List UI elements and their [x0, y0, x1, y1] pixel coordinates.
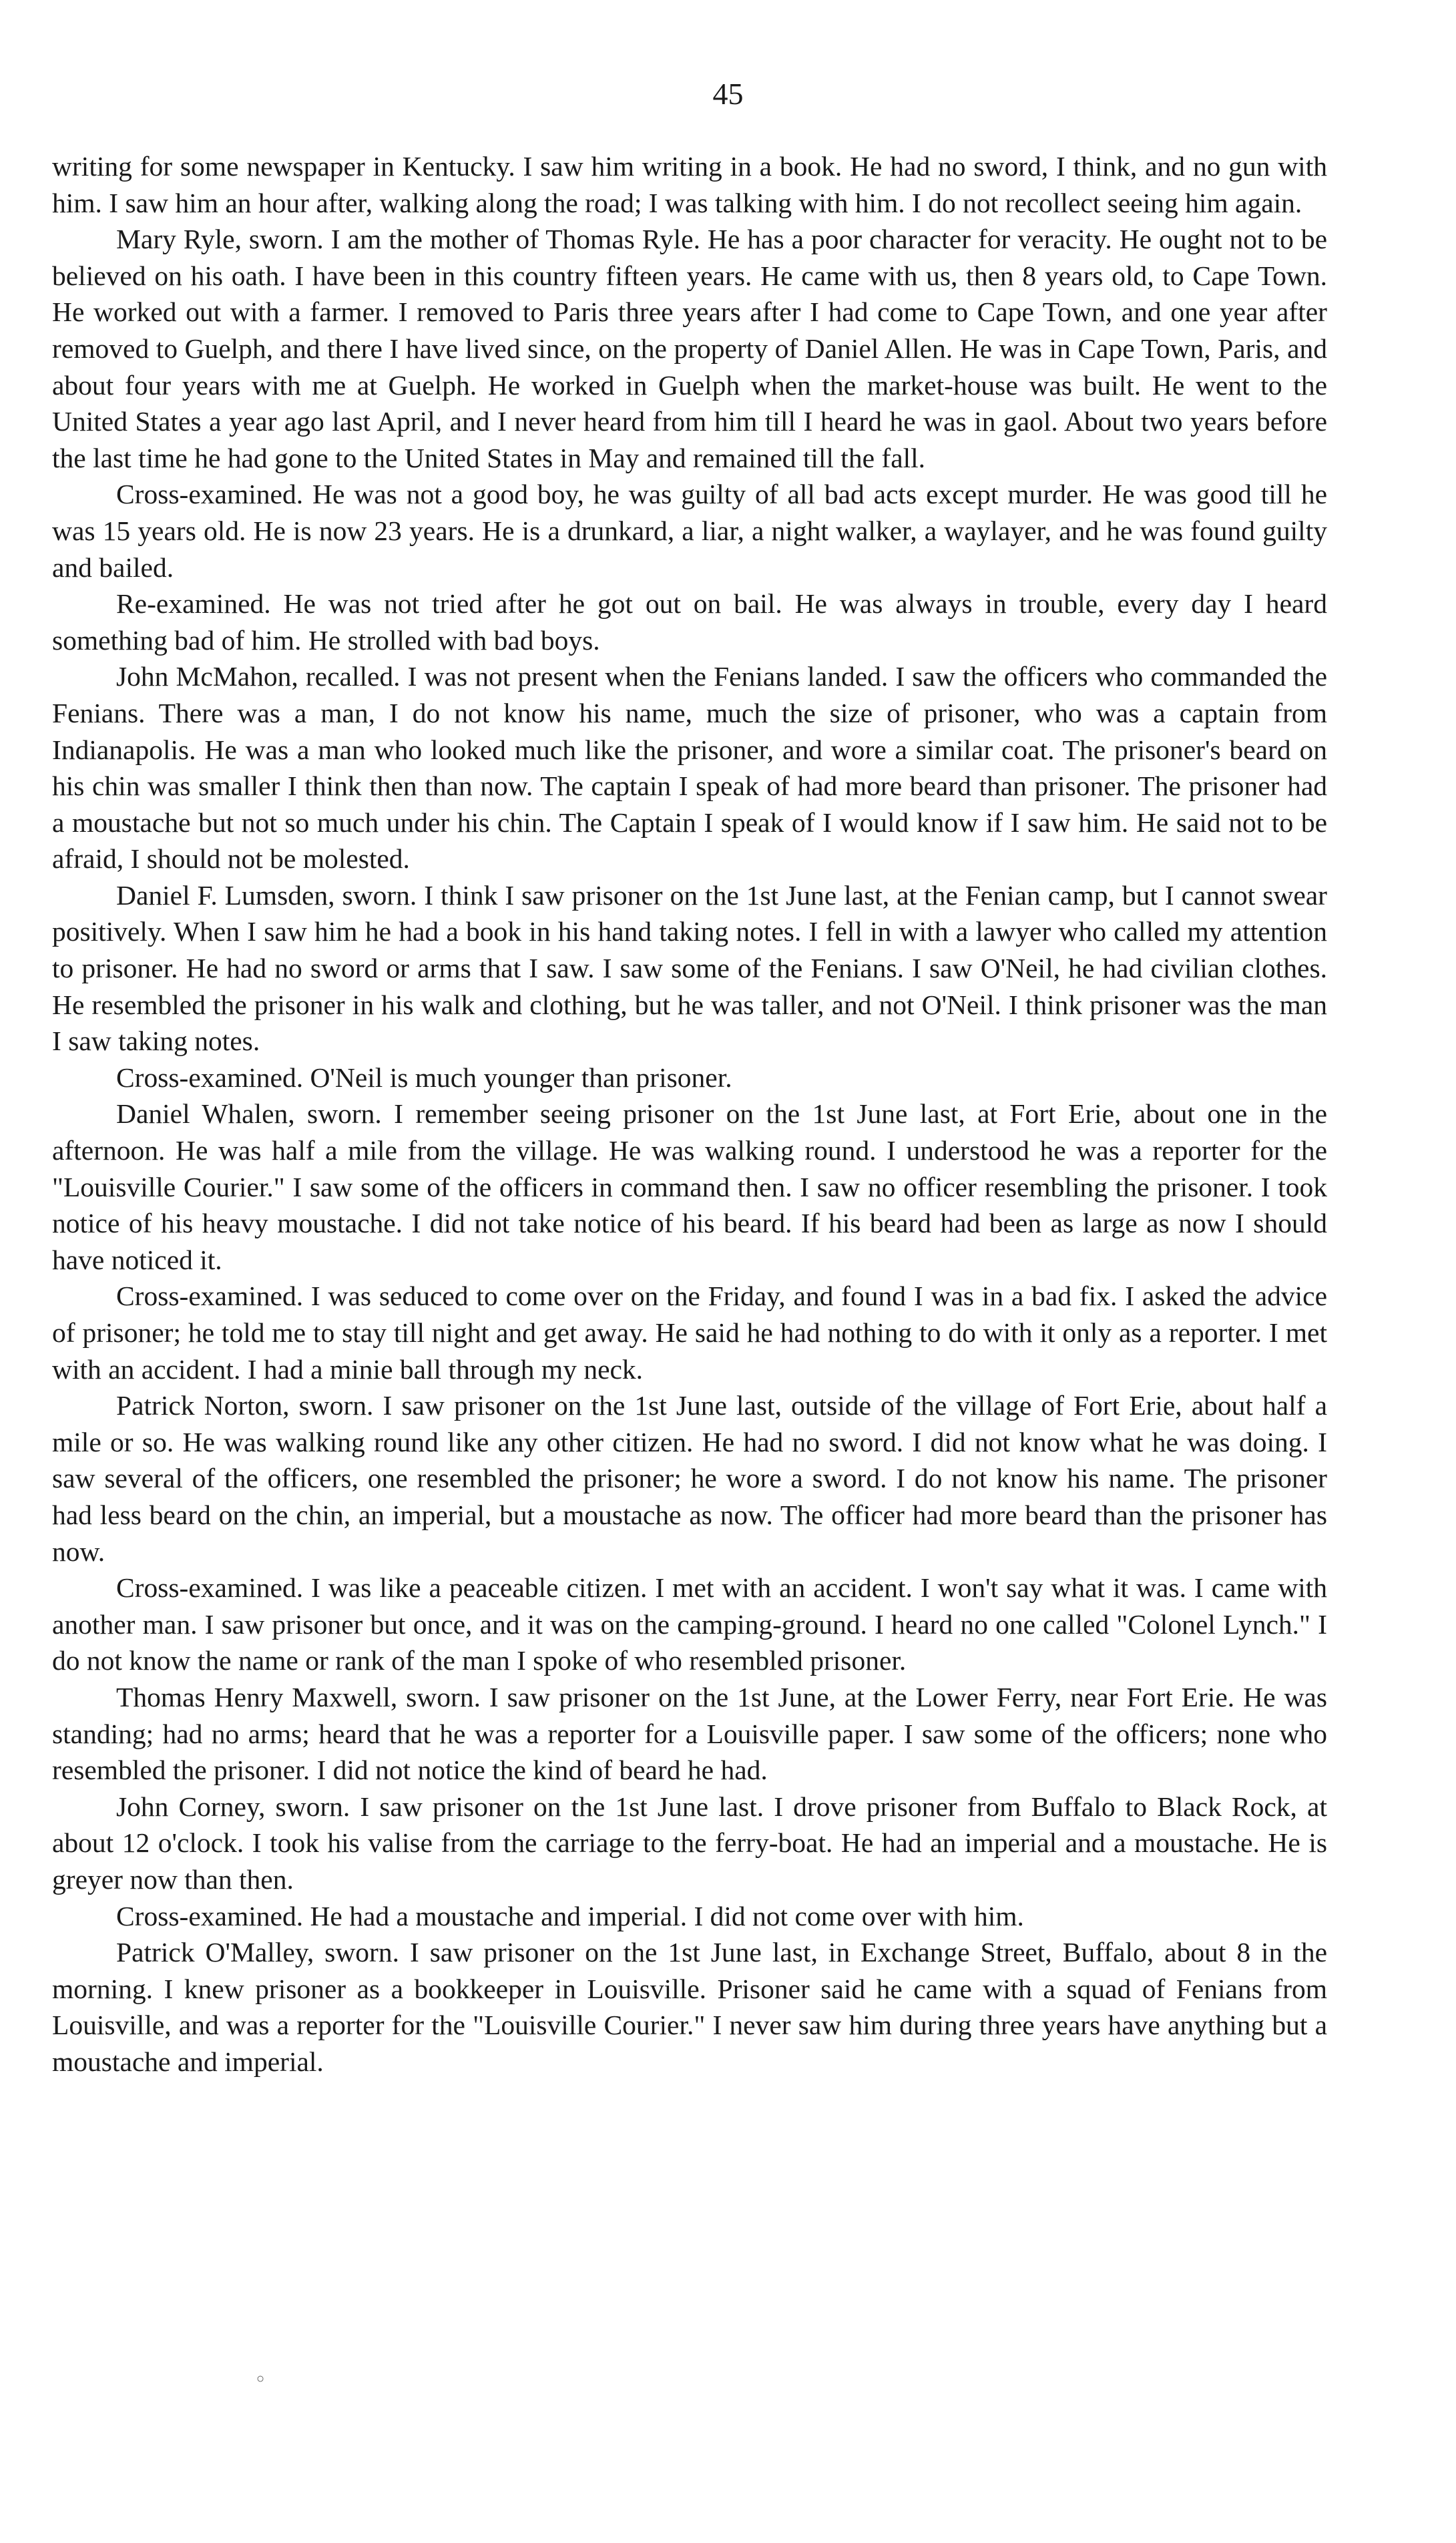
paragraph-mary-ryle-cross-examined: Cross-examined. He was not a good boy, he was guilty of all bad acts except murder. He was good till he was 15 years old. He is now 23 years. He is a drunkard, a liar, a night walker, a waylayer, and he was found guilty and bailed.	[52, 479, 1327, 583]
paragraph-daniel-lumsden-testimony: Daniel F. Lumsden, sworn. I think I saw prisoner on the 1st June last, at the Fenian camp, but I cannot swear positively. When I saw him he had a book in his hand taking notes. I fell in with a lawyer who called my attention to prisoner. He had no sword or arms that I saw. I saw some of the Fenians. I saw O'Neil, he had civilian clothes. He resembled the prisoner in his walk and clothing, but he was taller, and not O'Neil. I think prisoner was the man I saw taking notes.	[52, 879, 1327, 1057]
body-text	[52, 148, 1327, 2080]
paragraph-mary-ryle-re-examined: Re-examined. He was not tried after he got out on bail. He was always in trouble, every day I heard something bad of him. He strolled with bad boys.	[52, 588, 1327, 656]
paragraph-daniel-whalen-cross-examined: Cross-examined. I was seduced to come over on the Friday, and found I was in a bad fix. I asked the advice of prisoner; he told me to stay till night and get away. He said he had nothing to do with it only as a reporter. I met with an accident. I had a minie ball through my neck.	[52, 1281, 1327, 1385]
print-mark-circle: ○	[256, 2371, 265, 2386]
paragraph-john-corney-testimony: John Corney, sworn. I saw prisoner on the 1st June last. I drove prisoner from Buffalo to Black Rock, at about 12 o'clock. I took his valise from the carriage to the ferry-boat. He had an imperial and a moustache. He is greyer now than then.	[52, 1791, 1327, 1895]
paragraph-daniel-lumsden-cross-examined: Cross-examined. O'Neil is much younger than prisoner.	[116, 1062, 732, 1093]
paragraph-mary-ryle-testimony: Mary Ryle, sworn. I am the mother of Thomas Ryle. He has a poor character for veracity. He ought not to be believed on his oath. I have been in this country fifteen years. He came with us, then 8 years old, to Cape Town. He worked out with a farmer. I removed to Paris three years after I had come to Cape Town, and one year after removed to Guelph, and there I have lived since, on the property of Daniel Allen. He was in Cape Town, Paris, and about four years with me at Guelph. He worked in Guelph when the market-house was built. He went to the United States a year ago last April, and I never heard from him till I heard he was in gaol. About two years before the last time he had gone to the United States in May and remained till the fall.	[52, 224, 1327, 473]
paragraph-daniel-whalen-testimony: Daniel Whalen, sworn. I remember seeing prisoner on the 1st June last, at Fort Erie, about one in the afternoon. He was half a mile from the village. He was walking round. I understood he was a reporter for the "Louisville Courier." I saw some of the officers in command then. I saw no officer resembling the prisoner. I took notice of his heavy moustache. I did not take notice of his beard. If his beard had been as large as now I should have noticed it.	[52, 1098, 1327, 1275]
paragraph-john-corney-cross-examined: Cross-examined. He had a moustache and imperial. I did not come over with him.	[116, 1900, 1024, 1931]
paragraph-patrick-norton-testimony: Patrick Norton, sworn. I saw prisoner on the 1st June last, outside of the village of Fort Erie, about half a mile or so. He was walking round like any other citizen. He had no sword. I did not know what he was doing. I saw several of the officers, one resembled the prisoner; he wore a sword. I do not know his name. The prisoner had less beard on the chin, an imperial, but a moustache as now. The officer had more beard than the prisoner has now.	[52, 1390, 1327, 1567]
paragraph-continuation: writing for some newspaper in Kentucky. I saw him writing in a book. He had no sword, I think, and no gun with him. I saw him an hour after, walking along the road; I was talking with him. I do not recollect seeing him again.	[52, 151, 1327, 218]
paragraph-patrick-omalley-testimony: Patrick O'Malley, sworn. I saw prisoner on the 1st June last, in Exchange Street, Buffalo, about 8 in the morning. I knew prisoner as a bookkeeper in Louisville. Prisoner said he came with a squad of Fenians from Louisville, and was a reporter for the "Louisville Courier." I never saw him during three years have anything but a moustache and imperial.	[52, 1937, 1327, 2077]
page-number: 45	[712, 77, 744, 111]
paragraph-john-mcmahon-testimony: John McMahon, recalled. I was not present when the Fenians landed. I saw the officers who commanded the Fenians. There was a man, I do not know his name, much the size of prisoner, who was a captain from Indianapolis. He was a man who looked much like the prisoner, and wore a similar coat. The prisoner's beard on his chin was smaller I think then than now. The captain I speak of had more beard than prisoner. The prisoner had a moustache but not so much under his chin. The Captain I speak of I would know if I saw him. He said not to be afraid, I should not be molested.	[52, 661, 1327, 875]
paragraph-patrick-norton-cross-examined: Cross-examined. I was like a peaceable citizen. I met with an accident. I won't say what it was. I came with another man. I saw prisoner but once, and it was on the camping-ground. I heard no one called "Colonel Lynch." I do not know the name or rank of the man I spoke of who resembled prisoner.	[52, 1572, 1327, 1676]
paragraph-thomas-maxwell-testimony: Thomas Henry Maxwell, sworn. I saw prisoner on the 1st June, at the Lower Ferry, near Fort Erie. He was standing; had no arms; heard that he was a reporter for a Louisville paper. I saw some of the officers; none who resembled the prisoner. I did not notice the kind of beard he had.	[52, 1681, 1327, 1786]
